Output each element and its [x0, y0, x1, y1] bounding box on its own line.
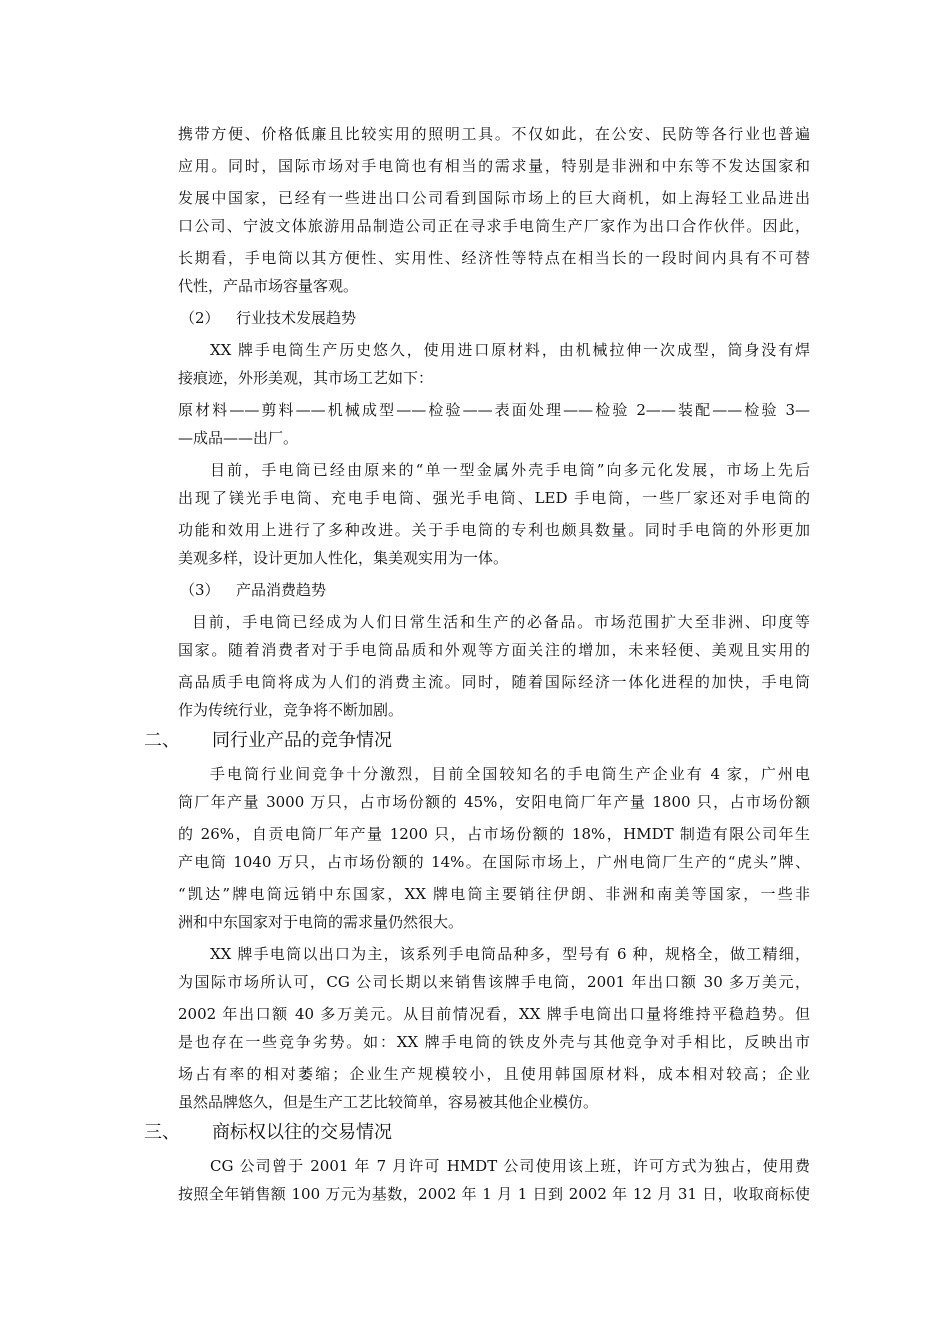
body-text-line: 筒厂年产量 3000 万只，占市场份额的 45%，安阳电筒厂年产量 1800 只，占市场份额	[178, 793, 810, 811]
body-text-line: XX 牌手电筒生产历史悠久，使用进口原材料，由机械拉伸一次成型，筒身没有焊	[210, 341, 810, 359]
body-text-line: 应用。同时，国际市场对手电筒也有相当的需求量，特别是非洲和中东等不发达国家和	[178, 157, 810, 175]
body-text-line: 长期看，手电筒以其方便性、实用性、经济性等特点在相当长的一段时间内具有不可替	[178, 249, 810, 267]
body-text-line: 口公司、宁波文体旅游用品制造公司正在寻求手电筒生产厂家作为出口合作伙伴。因此，	[178, 217, 810, 235]
subsection-number: （2）	[180, 309, 220, 327]
body-text-line: 接痕迹，外形美观，其市场工艺如下：	[178, 369, 434, 387]
body-text-line: 目前，手电筒已经由原来的“单一型金属外壳手电筒”向多元化发展，市场上先后	[210, 461, 810, 479]
section-number: 三、	[144, 1122, 180, 1143]
subsection-title: 行业技术发展趋势	[236, 309, 357, 327]
body-text-line: 场占有率的相对萎缩；企业生产规模较小，且使用韩国原材料，成本相对较高；企业	[178, 1065, 810, 1083]
body-text-line: 国家。随着消费者对于手电筒品质和外观等方面关注的增加，未来轻便、美观且实用的	[178, 641, 810, 659]
subsection-heading-2	[180, 308, 356, 328]
subsection-heading-3	[180, 580, 326, 600]
section-number: 二、	[144, 730, 180, 751]
process-flow-line: —成品——出厂。	[178, 429, 299, 447]
subsection-number: （3）	[180, 581, 220, 599]
body-text-line: 的 26%，自贡电筒厂年产量 1200 只，占市场份额的 18%，HMDT 制造有限公司年生	[178, 825, 810, 843]
body-text-line: 按照全年销售额 100 万元为基数，2002 年 1 月 1 日到 2002 年 12 月 31 日，收取商标使	[178, 1185, 810, 1203]
body-text-line: CG 公司曾于 2001 年 7 月许可 HMDT 公司使用该上班，许可方式为独占，使用费	[210, 1157, 810, 1175]
body-text-line: 出现了镁光手电筒、充电手电筒、强光手电筒、LED 手电筒，一些厂家还对手电筒的	[178, 489, 810, 507]
subsection-title: 产品消费趋势	[236, 581, 327, 599]
body-text-line: 代性，产品市场容量客观。	[178, 277, 359, 295]
body-text-line: 携带方便、价格低廉且比较实用的照明工具。不仅如此，在公安、民防等各行业也普遍	[178, 125, 810, 143]
body-text-line: 作为传统行业，竞争将不断加剧。	[178, 701, 404, 719]
body-text-line: 美观多样，设计更加人性化，集美观实用为一体。	[178, 549, 509, 567]
body-text-line: 发展中国家，已经有一些进出口公司看到国际市场上的巨大商机，如上海轻工业品进出	[178, 189, 810, 207]
body-text-line: 产电筒 1040 万只，占市场份额的 14%。在国际市场上，广州电筒厂生产的“虎头”牌、	[178, 853, 810, 871]
body-text-line: 为国际市场所认可，CG 公司长期以来销售该牌手电筒，2001 年出口额 30 多万美元，	[178, 973, 810, 991]
body-text-line: 洲和中东国家对于电筒的需求量仍然很大。	[178, 913, 464, 931]
section-heading-3	[144, 1122, 392, 1144]
body-text-line: “凯达”牌电筒远销中东国家，XX 牌电筒主要销往伊朗、非洲和南美等国家，一些非	[178, 885, 810, 903]
body-text-line: 虽然品牌悠久，但是生产工艺比较简单，容易被其他企业模仿。	[178, 1093, 599, 1111]
process-flow-line: 原材料——剪料——机械成型——检验——表面处理——检验 2——装配——检验 3—	[178, 401, 810, 419]
body-text-line: 高品质手电筒将成为人们的消费主流。同时，随着国际经济一体化进程的加快，手电筒	[178, 673, 810, 691]
body-text-line: 2002 年出口额 40 多万美元。从目前情况看，XX 牌手电筒出口量将维持平稳趋势。但	[178, 1005, 810, 1023]
section-heading-2	[144, 730, 392, 752]
body-text-line: 是也存在一些竞争劣势。如：XX 牌手电筒的铁皮外壳与其他竞争对手相比，反映出市	[178, 1033, 810, 1051]
body-text-line: 目前，手电筒已经成为人们日常生活和生产的必备品。市场范围扩大至非洲、印度等	[192, 613, 810, 631]
section-title: 商标权以往的交易情况	[212, 1122, 392, 1143]
body-text-line: XX 牌手电筒以出口为主，该系列手电筒品种多，型号有 6 种，规格全，做工精细，	[210, 945, 810, 963]
body-text-line: 功能和效用上进行了多种改进。关于手电筒的专利也颇具数量。同时手电筒的外形更加	[178, 521, 810, 539]
section-title: 同行业产品的竞争情况	[212, 730, 392, 751]
body-text-line: 手电筒行业间竞争十分激烈，目前全国较知名的手电筒生产企业有 4 家，广州电	[210, 765, 810, 783]
